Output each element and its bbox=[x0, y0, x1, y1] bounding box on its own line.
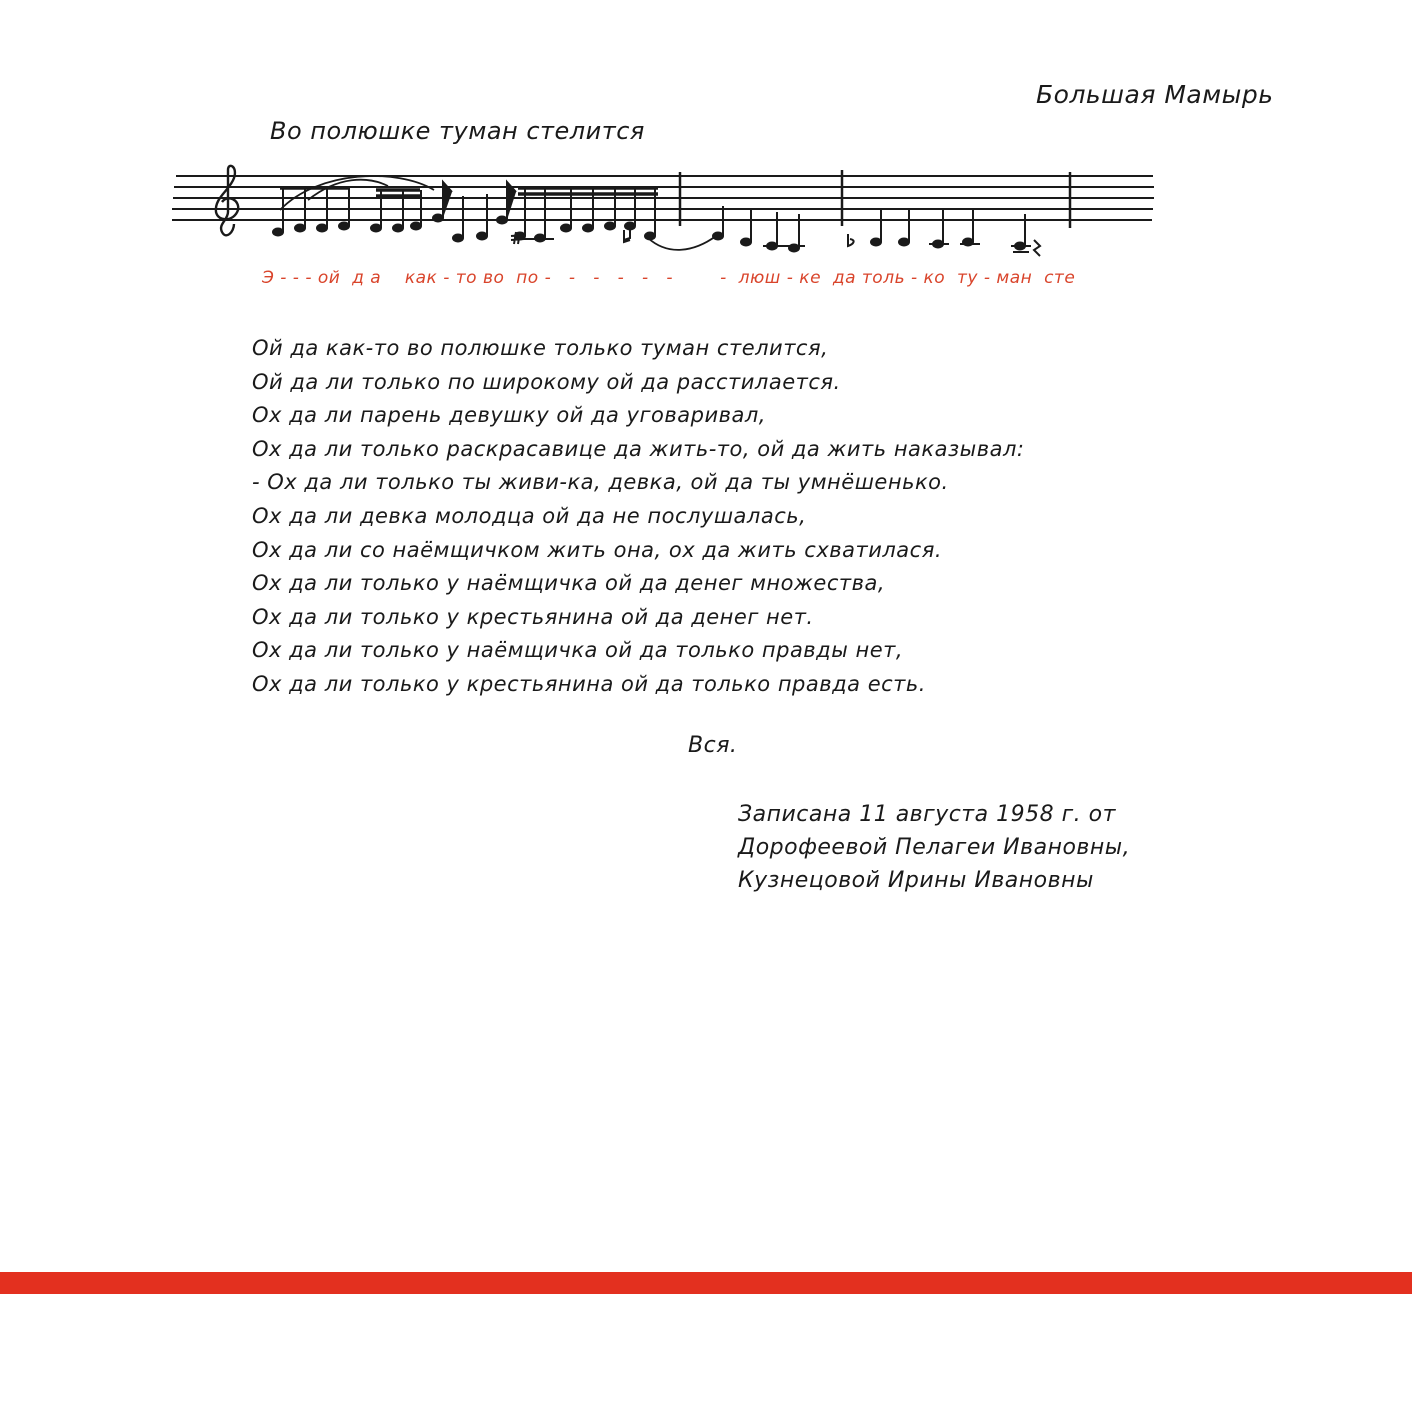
note-head bbox=[411, 223, 421, 230]
verse-line: Ой да как-то во полюшке только туман стелится, bbox=[252, 336, 829, 360]
flat-icon bbox=[848, 234, 854, 246]
note-head bbox=[295, 225, 305, 232]
verse-line: Ой да ли только по широкому ой да расстилается. bbox=[252, 369, 841, 394]
verse-line: Ох да ли девка молодца ой да не послушалась, bbox=[252, 503, 807, 528]
music-staff bbox=[168, 160, 1160, 260]
note-head bbox=[393, 225, 403, 232]
note-head bbox=[497, 217, 507, 224]
song-title: Во полюшке туман стелится bbox=[270, 117, 645, 145]
note-head bbox=[433, 215, 443, 222]
note-head bbox=[477, 233, 487, 240]
note-head bbox=[713, 233, 723, 240]
note-head bbox=[871, 239, 881, 246]
note-head bbox=[741, 239, 751, 246]
note-head bbox=[273, 229, 283, 236]
recording-note bbox=[738, 798, 1130, 897]
recording-line: Кузнецовой Ирины Ивановны bbox=[738, 868, 1094, 893]
note-head bbox=[899, 239, 909, 246]
note-head bbox=[317, 225, 327, 232]
verse-line: Ох да ли только у крестьянина ой да денег нет. bbox=[252, 604, 814, 629]
note-head bbox=[583, 225, 593, 232]
verse-list bbox=[252, 332, 1024, 702]
note-head bbox=[371, 225, 381, 232]
verse-line: Ох да ли только у крестьянина ой да только правда есть. bbox=[252, 671, 926, 696]
rest-icon bbox=[1034, 240, 1040, 256]
note-head bbox=[605, 223, 615, 230]
recording-line: Дорофеевой Пелагеи Ивановны, bbox=[738, 835, 1131, 860]
note-head bbox=[453, 235, 463, 242]
red-band bbox=[0, 1272, 1412, 1294]
note-head bbox=[561, 225, 571, 232]
verse-line: Ох да ли только у наёмщичка ой да денег множества, bbox=[252, 571, 886, 596]
verse-line: - Ох да ли только ты живи-ка, девка, ой да ты умнёшенько. bbox=[252, 470, 949, 495]
score-lyrics: Э - - - ой д а как - то во по - - - - - - - люш - ке да толь - ко ту - ман сте bbox=[262, 268, 1076, 288]
verse-line: Ох да ли только раскрасавице да жить-то, ой да жить наказывал: bbox=[252, 436, 1025, 461]
location-heading: Большая Мамырь bbox=[1036, 80, 1274, 109]
note-head bbox=[339, 223, 349, 230]
slur bbox=[280, 176, 434, 210]
recording-line: Записана 11 августа 1958 г. от bbox=[738, 802, 1116, 827]
verse-line: Ох да ли со наёмщичком жить она, ох да жить схватилася. bbox=[252, 537, 943, 562]
verse-line: Ох да ли парень девушку ой да уговаривал, bbox=[252, 403, 766, 428]
note-head bbox=[645, 233, 655, 240]
slur bbox=[648, 236, 716, 250]
verse-line: Ох да ли только у наёмщичка ой да только правды нет, bbox=[252, 638, 904, 663]
ending-mark: Вся. bbox=[688, 733, 738, 758]
